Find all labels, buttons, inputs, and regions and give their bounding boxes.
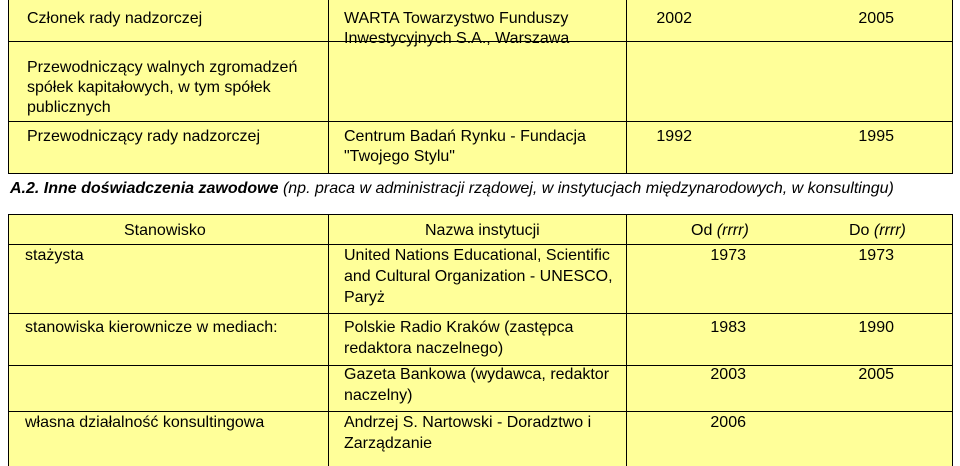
section-note: (np. praca w administracji rządowej, w instytucjach międzynarodowych, w konsultingu) xyxy=(282,180,894,197)
header-institution: Nazwa instytucji xyxy=(425,222,540,239)
institution-line: Gazeta Bankowa (wydawca, redaktor xyxy=(344,366,610,383)
section-title: A.2. Inne doświadczenia zawodowe xyxy=(10,180,283,197)
institution-line: Paryż xyxy=(344,289,385,306)
to-year: 1973 xyxy=(858,247,894,264)
position-cell: Przewodniczący walnych zgromadzeń spółek kapitałowych, w tym spółek publicznych xyxy=(27,59,298,116)
experience-table xyxy=(8,214,953,466)
institution-line: Polskie Radio Kraków (zastępca xyxy=(344,319,574,336)
institution-cell: Centrum Badań Rynku - Fundacja "Twojego Stylu" xyxy=(344,128,586,165)
institution-line: naczelny) xyxy=(344,387,413,404)
to-year: 1990 xyxy=(858,319,894,336)
position-cell: Członek rady nadzorczej xyxy=(27,10,203,27)
positions-table xyxy=(8,0,953,174)
position-cell: Przewodniczący rady nadzorczej xyxy=(27,128,260,145)
header-from: Od (rrrr) xyxy=(691,222,749,239)
header-position: Stanowisko xyxy=(124,222,206,239)
header-to: Do (rrrr) xyxy=(849,222,906,239)
position-cell: własna działalność konsultingowa xyxy=(25,414,265,431)
from-year: 1983 xyxy=(710,319,746,336)
from-year: 2002 xyxy=(656,10,692,27)
institution-line: Zarządzanie xyxy=(344,435,433,452)
institution-line: and Cultural Organization - UNESCO, xyxy=(344,268,613,285)
institution-cell: WARTA Towarzystwo Funduszy Inwestycyjnych S.A., Warszawa xyxy=(344,10,570,47)
position-cell: stanowiska kierownicze w mediach: xyxy=(25,319,278,336)
from-year: 2003 xyxy=(710,366,746,383)
position-cell: stażysta xyxy=(25,247,84,264)
from-year: 1992 xyxy=(656,128,692,145)
from-year: 1973 xyxy=(710,247,746,264)
institution-line: Andrzej S. Nartowski - Doradztwo i xyxy=(344,414,592,431)
institution-line: United Nations Educational, Scientific xyxy=(344,247,610,264)
to-year: 2005 xyxy=(858,366,894,383)
to-year: 2005 xyxy=(858,10,894,27)
from-year: 2006 xyxy=(710,414,746,431)
section-heading xyxy=(10,179,894,199)
to-year: 1995 xyxy=(858,128,894,145)
institution-line: redaktora naczelnego) xyxy=(344,340,504,357)
